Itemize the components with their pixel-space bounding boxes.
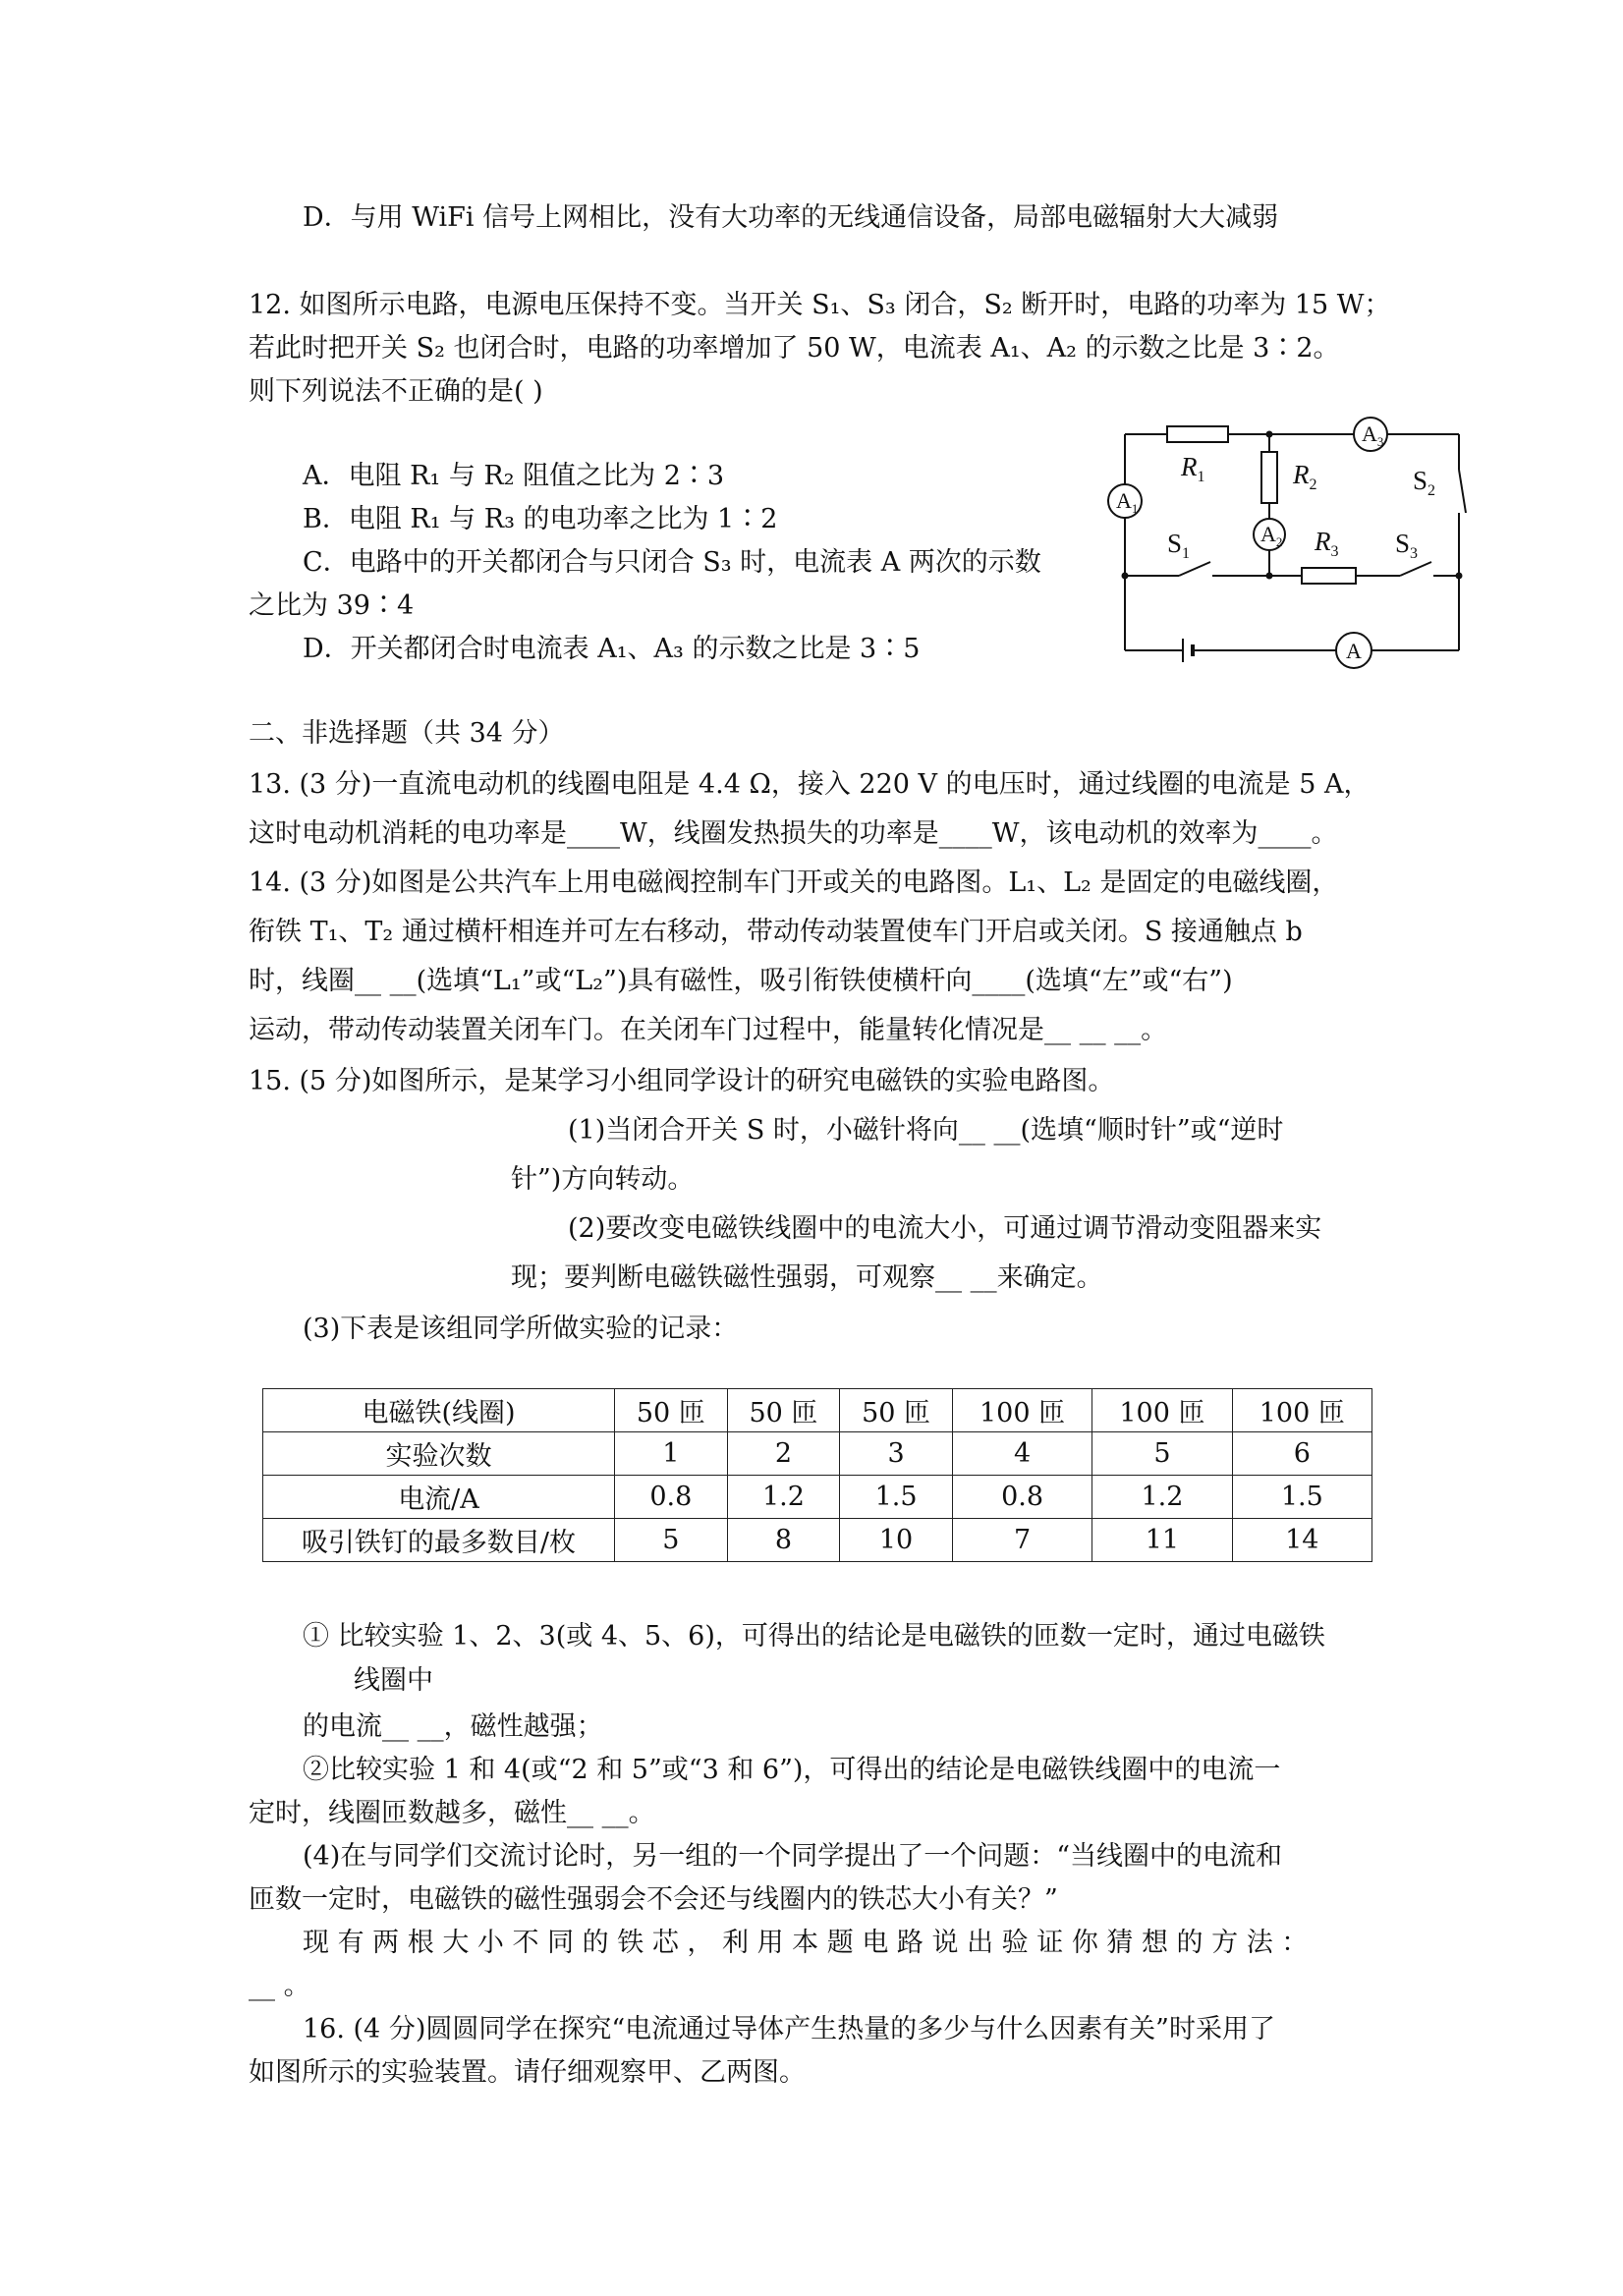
q15-conclusion-2-line-2: 定时，线圈匝数越多，磁性__ __。 <box>249 1798 655 1828</box>
label-a3: $A_3$ <box>1362 421 1384 449</box>
q15-part-1-line-1: (1)当闭合开关 S 时，小磁针将向__ __(选填“顺时针”或“逆时 <box>568 1115 1284 1146</box>
label-a2: $A_2$ <box>1260 522 1283 549</box>
label-r2: $R_2$ <box>1293 460 1317 493</box>
q15-part-4-line-1: (4)在与同学们交流讨论时，另一组的一个同学提出了一个问题：“当线圈中的电流和 <box>303 1841 1283 1872</box>
q15-conclusion-1-line-3: 的电流__ __，磁性越强； <box>303 1711 603 1742</box>
table-cell: 1.2 <box>727 1476 840 1519</box>
switch-s3 <box>1400 562 1431 576</box>
table-cell: 14 <box>1232 1519 1371 1562</box>
row-header: 电磁铁(线圈) <box>263 1389 615 1432</box>
label-s1: $S_1$ <box>1167 529 1191 562</box>
q12-stem-line-2: 若此时把开关 S₂ 也闭合时，电路的功率增加了 50 W，电流表 A₁、A₂ 的示数之比是 3∶2。 <box>249 333 1340 364</box>
q14-line-1: 14. (3 分)如图是公共汽车上用电磁阀控制车门开或关的电路图。L₁、L₂ 是固定的电磁线圈， <box>249 868 1339 898</box>
label-r3: $R_3$ <box>1315 527 1339 560</box>
q12-stem-line-1: 12. 如图所示电路，电源电压保持不变。当开关 S₁、S₃ 闭合，S₂ 断开时，电路的功率为 15 W； <box>249 290 1391 320</box>
q12-option-c-line-2: 之比为 39∶4 <box>249 590 415 621</box>
table-cell: 100 匝 <box>1232 1389 1371 1432</box>
table-cell: 50 匝 <box>840 1389 953 1432</box>
q15-part-2-line-1: (2)要改变电磁铁线圈中的电流大小，可通过调节滑动变阻器来实 <box>568 1213 1322 1244</box>
q15-part-4-line-4: __ 。 <box>249 1971 310 2001</box>
q15-conclusion-2-line-1: ②比较实验 1 和 4(或“2 和 5”或“3 和 6”)，可得出的结论是电磁铁线圈中的电流一 <box>303 1755 1281 1785</box>
experiment-record-table <box>262 1388 1372 1562</box>
label-s3: $S_3$ <box>1395 529 1419 562</box>
q11-option-d: D．与用 WiFi 信号上网相比，没有大功率的无线通信设备，局部电磁辐射大大减弱 <box>303 202 1279 233</box>
q13-line-2: 这时电动机消耗的电功率是____W，线圈发热损失的功率是____W，该电动机的效率为____。 <box>249 818 1338 849</box>
table-cell: 5 <box>1092 1432 1232 1476</box>
q12-stem-line-3: 则下列说法不正确的是( ) <box>249 376 543 407</box>
resistor-r1 <box>1167 426 1228 442</box>
label-r1: $R_1$ <box>1181 452 1205 485</box>
table-cell: 0.8 <box>952 1476 1091 1519</box>
table-cell: 4 <box>952 1432 1091 1476</box>
table-cell: 50 匝 <box>727 1389 840 1432</box>
q16-line-2: 如图所示的实验装置。请仔细观察甲、乙两图。 <box>249 2057 806 2088</box>
table-cell: 5 <box>615 1519 728 1562</box>
table-cell: 1 <box>615 1432 728 1476</box>
table-cell: 50 匝 <box>615 1389 728 1432</box>
q14-line-4: 运动，带动传动装置关闭车门。在关闭车门过程中，能量转化情况是__ __ __。 <box>249 1015 1168 1045</box>
label-a1: $A_1$ <box>1116 488 1139 516</box>
q13-line-1: 13. (3 分)一直流电动机的线圈电阻是 4.4 Ω，接入 220 V 的电压时，通过线圈的电流是 5 A， <box>249 769 1371 800</box>
table-cell: 6 <box>1232 1432 1371 1476</box>
table-cell: 2 <box>727 1432 840 1476</box>
q15-part-4-line-2: 匝数一定时，电磁铁的磁性强弱会不会还与线圈内的铁芯大小有关？” <box>249 1884 1058 1915</box>
table-cell: 1.5 <box>840 1476 953 1519</box>
table-cell: 7 <box>952 1519 1091 1562</box>
switch-s1 <box>1179 562 1210 576</box>
label-s2: $S_2$ <box>1413 466 1436 499</box>
table-cell: 1.5 <box>1232 1476 1371 1519</box>
q12-option-c-line-1: C．电路中的开关都闭合与只闭合 S₃ 时，电流表 A 两次的示数 <box>303 547 1041 578</box>
table-cell: 8 <box>727 1519 840 1562</box>
q15-part-2-line-2: 现；要判断电磁铁磁性强弱，可观察__ __来确定。 <box>511 1262 1103 1293</box>
table-cell: 10 <box>840 1519 953 1562</box>
table-cell: 0.8 <box>615 1476 728 1519</box>
q15-conclusion-1-line-2: 线圈中 <box>354 1665 433 1696</box>
q15-part-3: (3)下表是该组同学所做实验的记录： <box>303 1314 739 1344</box>
label-a: A <box>1346 639 1362 663</box>
q14-line-3: 时，线圈__ __(选填“L₁”或“L₂”)具有磁性，吸引衔铁使横杆向____(选填“左”或“右”) <box>249 966 1233 996</box>
q15-part-4-line-3: 现 有 两 根 大 小 不 同 的 铁 芯 ， 利 用 本 题 电 路 说 出 验 证 你 猜 想 的 方 法 ： <box>303 1928 1309 1958</box>
q12-option-d: D．开关都闭合时电流表 A₁、A₃ 的示数之比是 3∶5 <box>303 634 921 664</box>
table-row <box>263 1519 1372 1562</box>
resistor-r2 <box>1261 452 1277 503</box>
table-row <box>263 1389 1372 1432</box>
row-header: 实验次数 <box>263 1432 615 1476</box>
table-row <box>263 1476 1372 1519</box>
q12-option-a: A．电阻 R₁ 与 R₂ 阻值之比为 2∶3 <box>303 461 725 491</box>
table-cell: 100 匝 <box>1092 1389 1232 1432</box>
table-cell: 11 <box>1092 1519 1232 1562</box>
section-2-heading: 二、非选择题（共 34 分） <box>249 718 565 749</box>
table-cell: 3 <box>840 1432 953 1476</box>
table-row <box>263 1432 1372 1476</box>
resistor-r3 <box>1302 568 1356 584</box>
switch-s2 <box>1459 470 1466 513</box>
row-header: 吸引铁钉的最多数目/枚 <box>263 1519 615 1562</box>
q15-stem: 15. (5 分)如图所示，是某学习小组同学设计的研究电磁铁的实验电路图。 <box>249 1066 1115 1096</box>
table-cell: 100 匝 <box>952 1389 1091 1432</box>
circuit-diagram <box>1100 413 1483 688</box>
q15-conclusion-1-line-1: ① 比较实验 1、2、3(或 4、5、6)，可得出的结论是电磁铁的匝数一定时，通过电磁铁 <box>303 1621 1325 1652</box>
row-header: 电流/A <box>263 1476 615 1519</box>
q15-part-1-line-2: 针”)方向转动。 <box>511 1164 695 1195</box>
q12-option-b: B．电阻 R₁ 与 R₃ 的电功率之比为 1∶2 <box>303 504 778 534</box>
table-cell: 1.2 <box>1092 1476 1232 1519</box>
q16-line-1: 16. (4 分)圆圆同学在探究“电流通过导体产生热量的多少与什么因素有关”时采用了 <box>303 2014 1275 2044</box>
q14-line-2: 衔铁 T₁、T₂ 通过横杆相连并可左右移动，带动传动装置使车门开启或关闭。S 接通触点 b <box>249 917 1303 947</box>
